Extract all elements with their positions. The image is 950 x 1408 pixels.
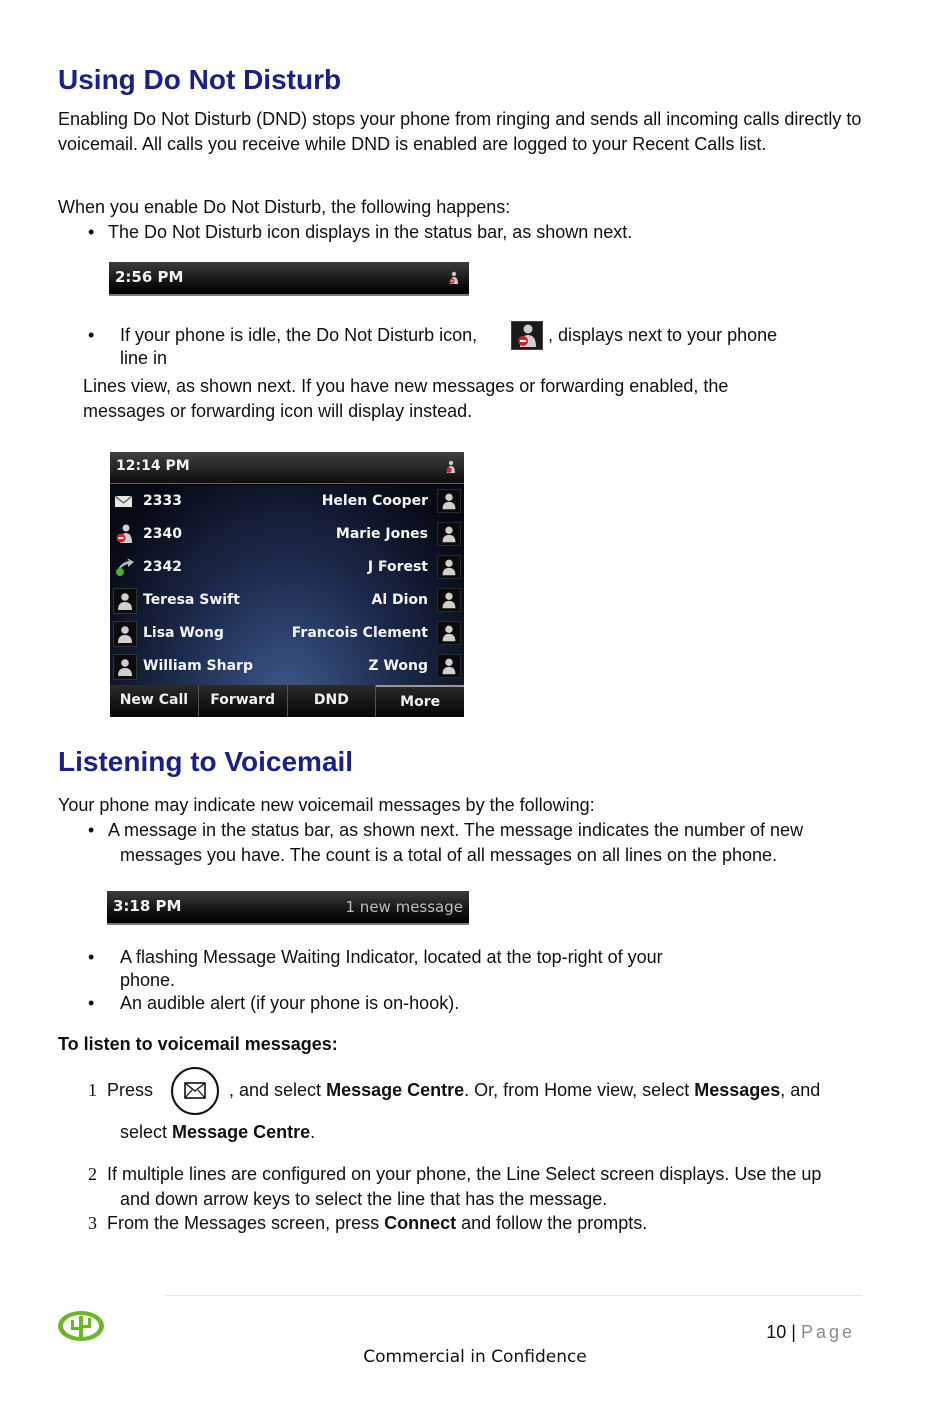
step-text-2: and down arrow keys to select the line that has the message. — [120, 1189, 608, 1209]
step-text: and follow the prompts. — [461, 1213, 648, 1233]
line-left-label: 2333 — [143, 493, 182, 509]
line-row — [110, 518, 464, 551]
line-row — [110, 650, 464, 683]
page-separator: | — [791, 1322, 796, 1342]
dnd-icon — [449, 271, 459, 285]
step-3 — [88, 1211, 648, 1235]
line-row — [110, 584, 464, 617]
step-1-text — [229, 1078, 820, 1102]
page-number-value: 10 — [766, 1322, 787, 1342]
dnd-when-text: When you enable Do Not Disturb, the following happens: — [58, 197, 511, 217]
step-text: , and — [780, 1080, 821, 1100]
line-left-label: William Sharp — [143, 658, 253, 674]
contact-icon — [437, 588, 461, 612]
line-row — [110, 485, 464, 518]
section-title-dnd: Using Do Not Disturb — [58, 64, 342, 95]
bullet-text-2: messages you have. The count is a total of all messages on all lines on the phone. — [120, 845, 778, 865]
bullet-text-1: A message in the status bar, as shown next. The message indicates the number of new — [108, 820, 804, 840]
dnd-statusbar-screenshot — [109, 262, 469, 296]
line-right-label: Z Wong — [368, 658, 428, 674]
bullet-text: The Do Not Disturb icon displays in the status bar, as shown next. — [108, 222, 633, 242]
statusbar-time: 2:56 PM — [115, 268, 184, 286]
softkey-dnd: DND — [288, 685, 377, 717]
step-2 — [88, 1162, 888, 1209]
line-left-label: Lisa Wong — [143, 625, 224, 641]
line-right-label: Marie Jones — [335, 526, 428, 542]
line-right-label: Francois Clement — [291, 625, 428, 641]
line-row — [110, 617, 464, 650]
bullet-text-3: line in — [120, 348, 168, 368]
contact-icon — [113, 621, 137, 647]
envelope-icon — [113, 489, 135, 513]
page-label: Page — [800, 1322, 855, 1342]
statusbar-message: 1 new message — [345, 898, 463, 916]
bullet-text: An audible alert (if your phone is on-hook). — [120, 993, 460, 1013]
confidentiality-notice: Commercial in Confidence — [363, 1347, 587, 1367]
procedure-heading: To listen to voicemail messages: — [58, 1034, 338, 1054]
step-text: From the Messages screen, press — [107, 1213, 380, 1233]
step-text: . — [310, 1122, 316, 1142]
statusbar-time: 3:18 PM — [113, 897, 182, 915]
line-right-label: Al Dion — [371, 592, 428, 608]
step-number: 3 — [88, 1213, 97, 1233]
step-bold: Connect — [384, 1213, 457, 1233]
contact-icon — [437, 522, 461, 546]
phone-lines-screenshot — [110, 452, 464, 717]
step-bold: Messages — [694, 1080, 781, 1100]
contact-icon — [437, 555, 461, 579]
step-text: . Or, from Home view, select — [464, 1080, 690, 1100]
company-logo-icon — [57, 1310, 105, 1342]
contact-icon — [437, 489, 461, 513]
softkey-more: More — [376, 685, 464, 717]
step-text: , and select — [229, 1080, 322, 1100]
line-right-label: Helen Cooper — [321, 493, 428, 509]
softkey-new-call: New Call — [110, 685, 199, 717]
contact-icon — [113, 588, 137, 614]
voicemail-intro: Your phone may indicate new voicemail messages by the following: — [58, 795, 595, 815]
footer-divider — [165, 1295, 862, 1296]
lines-view-text-1: Lines view, as shown next. If you have new messages or forwarding enabled, the — [83, 376, 729, 396]
step-text: select — [120, 1122, 168, 1142]
bullet-text-2: phone. — [120, 970, 176, 990]
line-left-label: 2340 — [143, 526, 182, 542]
dnd-icon — [446, 460, 456, 474]
softkey-bar — [110, 685, 464, 717]
bullet-text-1: A flashing Message Waiting Indicator, located at the top-right of your — [120, 947, 663, 967]
messages-button-icon — [171, 1067, 219, 1115]
contact-icon — [437, 621, 461, 645]
line-left-label: 2342 — [143, 559, 182, 575]
step-text: Press — [107, 1080, 154, 1100]
line-left-label: Teresa Swift — [143, 592, 240, 608]
dnd-intro-paragraph: Enabling Do Not Disturb (DND) stops your phone from ringing and sends all incoming calls directly to voicemail. All calls you receive while DND is enabled are logged to your Recent Calls list. — [58, 109, 862, 154]
page-number — [766, 1322, 855, 1343]
voicemail-statusbar-screenshot — [107, 891, 469, 925]
contact-icon — [437, 654, 461, 678]
step-bold: Message Centre — [172, 1122, 311, 1142]
step-text-1: If multiple lines are configured on your phone, the Line Select screen displays. Use the up — [107, 1164, 822, 1184]
dnd-icon — [113, 522, 135, 546]
phone-lines-area — [110, 485, 464, 685]
step-1-text-continued — [120, 1120, 315, 1144]
step-number: 2 — [88, 1164, 97, 1184]
step-bold: Message Centre — [326, 1080, 465, 1100]
bullet-text-1: If your phone is idle, the Do Not Disturb icon, — [120, 325, 478, 345]
lines-view-text-2: messages or forwarding icon will display instead. — [83, 401, 473, 421]
section-title-voicemail: Listening to Voicemail — [58, 746, 354, 777]
line-row — [110, 551, 464, 584]
dnd-icon — [511, 321, 543, 350]
step-1 — [88, 1078, 154, 1102]
bullet-text-2: , displays next to your phone — [548, 325, 778, 345]
envelope-icon — [173, 1069, 217, 1113]
contact-icon — [113, 654, 137, 680]
softkey-forward: Forward — [199, 685, 288, 717]
phone-time: 12:14 PM — [116, 458, 190, 474]
line-right-label: J Forest — [367, 559, 428, 575]
step-number: 1 — [88, 1080, 97, 1100]
forward-icon — [113, 555, 135, 579]
phone-statusbar — [110, 452, 464, 484]
